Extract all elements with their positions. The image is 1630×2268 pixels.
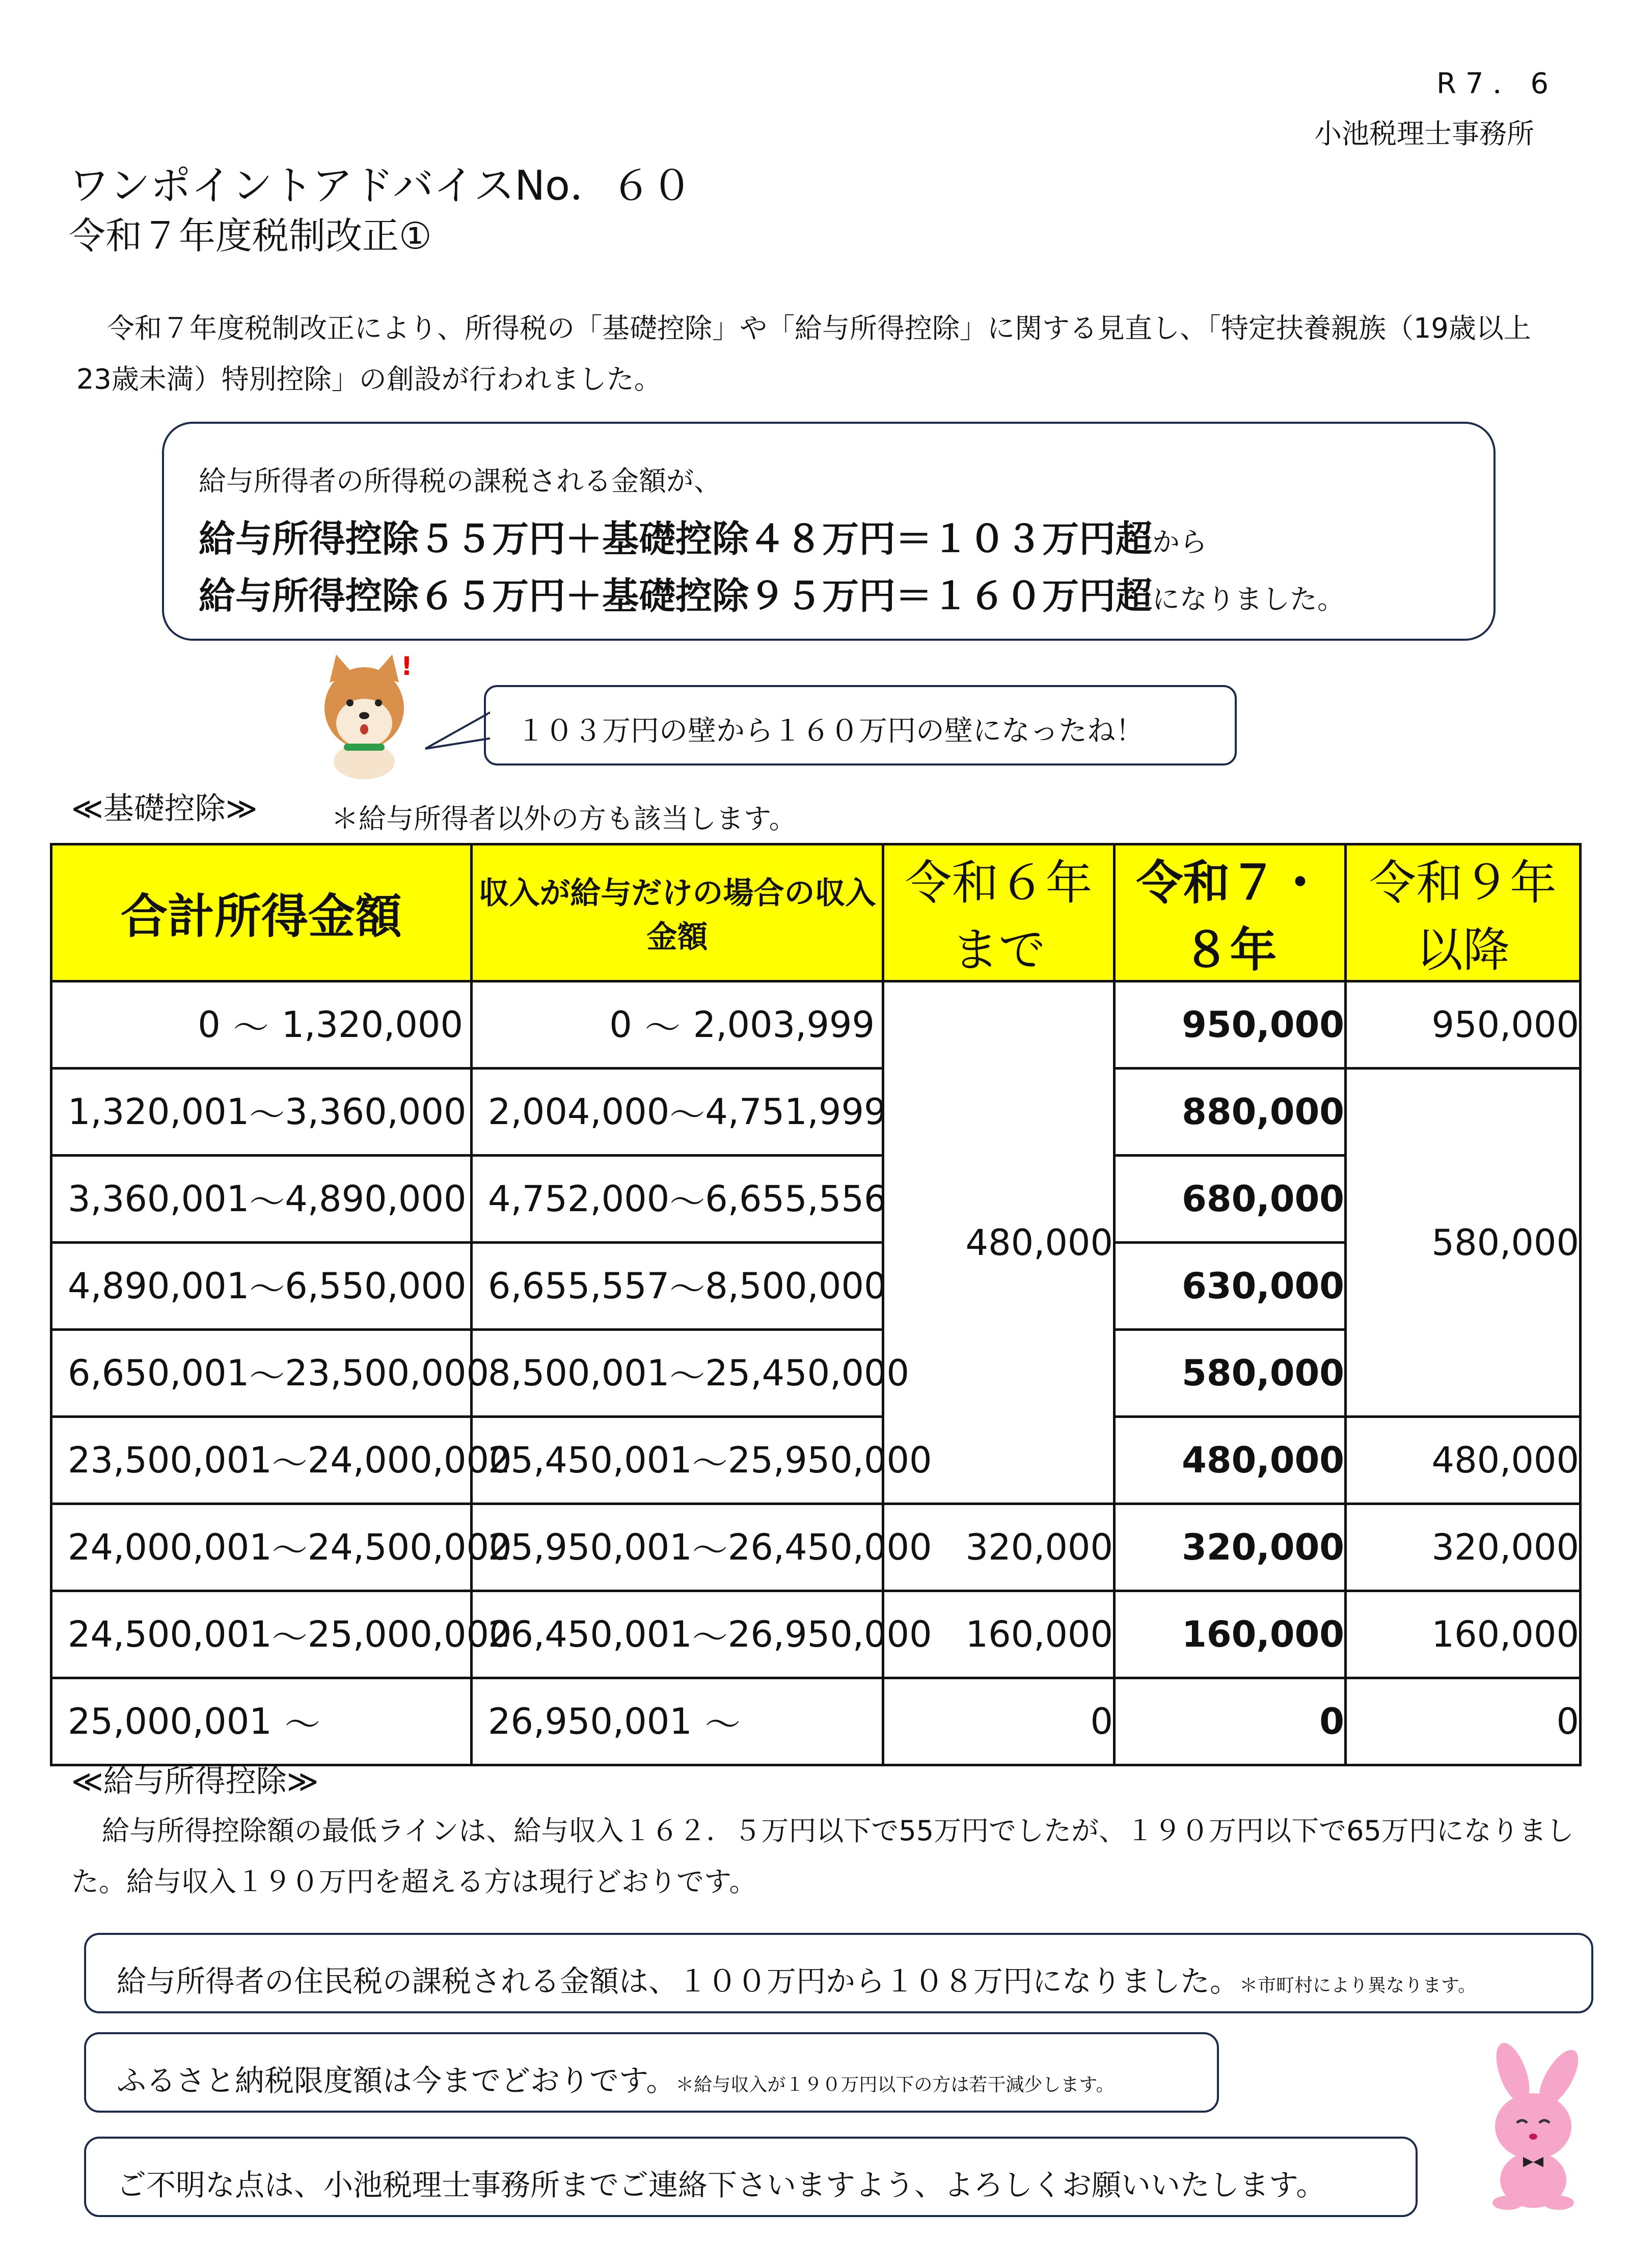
salary-from: 4,752,000 xyxy=(488,1178,670,1220)
document-subtitle: 令和７年度税制改正① xyxy=(69,214,432,257)
pink-rabbit-illustration xyxy=(1477,2042,1594,2210)
salary-from: 26,450,001 xyxy=(488,1614,692,1655)
table-row xyxy=(51,981,1581,1069)
contact-note-box xyxy=(84,2137,1418,2217)
tilde: ～ xyxy=(692,1442,728,1484)
salary-range xyxy=(472,1417,932,1504)
income-to: 6,550,000 xyxy=(285,1265,467,1307)
r9-value: 950,000 xyxy=(1346,981,1581,1069)
income-to: 3,360,000 xyxy=(285,1091,467,1133)
salary-from: 25,450,001 xyxy=(488,1439,692,1481)
tilde: ～ xyxy=(669,1355,705,1397)
tilde: ～ xyxy=(692,1529,728,1571)
r6-value: 320,000 xyxy=(883,1504,1115,1591)
summary-line-3-main: 給与所得控除６５万円＋基礎控除９５万円＝１６０万円超 xyxy=(199,575,1153,617)
salary-to: 25,450,000 xyxy=(705,1352,910,1394)
office-name: 小池税理士事務所 xyxy=(1314,118,1534,150)
salary-range xyxy=(472,1591,932,1678)
salary-to: 4,751,999 xyxy=(705,1091,887,1133)
income-from: 24,000,001 xyxy=(68,1526,272,1568)
contact-text: ご不明な点は、小池税理士事務所までご連絡下さいますよう、よろしくお願いいたします。 xyxy=(117,2168,1326,2202)
income-range xyxy=(51,1678,472,1765)
r78-value: 160,000 xyxy=(1115,1591,1346,1678)
salary-from: 8,500,001 xyxy=(488,1352,670,1394)
furusato-text: ふるさと納税限度額は今までどおりです。 xyxy=(117,2063,676,2098)
salary-to: 26,950,000 xyxy=(727,1614,932,1655)
furusato-note xyxy=(117,2057,1115,2099)
intro-paragraph: 令和７年度税制改正により、所得税の「基礎控除」や「給与所得控除」に関する見直し、「特定扶養親族（19歳以上23歳未満）特別控除」の創設が行われました。 xyxy=(76,312,1531,395)
income-range xyxy=(51,1243,472,1330)
shiba-dog-illustration xyxy=(318,651,413,779)
tilde: ～ xyxy=(692,1616,728,1658)
tilde: ～ xyxy=(271,1442,308,1484)
kiso-note: ＊給与所得者以外の方も該当します。 xyxy=(331,803,797,835)
tilde: ～ xyxy=(669,1181,705,1223)
col-header-r6: 令和６年まで xyxy=(883,844,1115,981)
income-range xyxy=(51,1069,472,1156)
summary-line-3-suffix: になりました。 xyxy=(1152,583,1345,615)
salary-range xyxy=(472,1678,883,1765)
salary-range xyxy=(472,1504,932,1591)
r78-value: 880,000 xyxy=(1115,1069,1346,1156)
r78-value: 580,000 xyxy=(1115,1330,1346,1417)
col-header-r78: 令和７・８年 xyxy=(1115,844,1346,981)
salary-range xyxy=(472,1069,887,1156)
tilde: ～ xyxy=(704,1703,741,1745)
document-title: ワンポイントアドバイスNo．６０ xyxy=(69,162,692,209)
r6-merged-value: 480,000 xyxy=(883,981,1115,1504)
speech-bubble xyxy=(484,685,1237,766)
salary-range xyxy=(472,981,883,1069)
income-to: 23,500,000 xyxy=(285,1352,490,1394)
income-range xyxy=(51,1591,512,1678)
tilde: ～ xyxy=(669,1094,705,1136)
speech-bubble-tail xyxy=(425,703,492,754)
income-to: 25,000,000 xyxy=(307,1614,512,1655)
r9-value: 0 xyxy=(1346,1678,1581,1765)
r9-value: 480,000 xyxy=(1346,1417,1581,1504)
salary-from: 0 xyxy=(609,1004,632,1046)
income-from: 4,890,001 xyxy=(68,1265,250,1307)
r9-value: 160,000 xyxy=(1346,1591,1581,1678)
tilde: ～ xyxy=(249,1094,285,1136)
juminzei-note xyxy=(117,1957,1476,2000)
income-from: 23,500,001 xyxy=(68,1439,272,1481)
juminzei-note-box xyxy=(84,1933,1593,2013)
r9-value: 320,000 xyxy=(1346,1504,1581,1591)
col-header-r9: 令和９年以降 xyxy=(1346,844,1581,981)
salary-from: 25,950,001 xyxy=(488,1526,692,1568)
income-range xyxy=(51,981,472,1069)
r9-merged-value: 580,000 xyxy=(1346,1069,1581,1417)
r78-value: 630,000 xyxy=(1115,1243,1346,1330)
r78-value: 0 xyxy=(1115,1678,1346,1765)
juminzei-text: 給与所得者の住民税の課税される金額は、１００万円から１０８万円になりました。 xyxy=(117,1964,1240,1999)
tilde: ～ xyxy=(669,1268,705,1310)
table-row xyxy=(51,1591,1581,1678)
furusato-note-box xyxy=(84,2032,1219,2113)
table-row xyxy=(51,1417,1581,1504)
kiso-heading: ≪基礎控除≫ xyxy=(71,791,258,827)
tilde: ～ xyxy=(249,1181,285,1223)
salary-range xyxy=(472,1243,887,1330)
tilde: ～ xyxy=(284,1703,320,1745)
tilde: ～ xyxy=(249,1355,285,1397)
r6-value: 160,000 xyxy=(883,1591,1115,1678)
income-range xyxy=(51,1330,490,1417)
income-from: 6,650,001 xyxy=(68,1352,250,1394)
table-row xyxy=(51,1069,1581,1156)
tilde: ～ xyxy=(233,1006,269,1049)
kiso-table xyxy=(50,843,1582,1766)
income-to: 24,500,000 xyxy=(307,1526,512,1568)
salary-from: 26,950,001 xyxy=(488,1701,692,1742)
tilde: ～ xyxy=(644,1006,681,1049)
salary-range xyxy=(472,1330,910,1417)
juminzei-small-note: ＊市町村により異なります。 xyxy=(1239,1975,1477,1996)
col-header-salary-income: 収入が給与だけの場合の収入金額 xyxy=(472,844,883,981)
table-row xyxy=(51,1678,1581,1765)
summary-box xyxy=(162,422,1496,641)
svg-text:!: ! xyxy=(401,651,413,681)
tilde: ～ xyxy=(249,1268,285,1310)
summary-line-1: 給与所得者の所得税の課税される金額が、 xyxy=(199,465,721,497)
summary-line-2 xyxy=(199,509,1207,562)
income-from: 1,320,001 xyxy=(68,1091,250,1133)
income-range xyxy=(51,1156,472,1243)
tilde: ～ xyxy=(271,1616,308,1658)
r6-value: 0 xyxy=(883,1678,1115,1765)
salary-to: 6,655,556 xyxy=(705,1178,887,1220)
kyuyo-heading: ≪給与所得控除≫ xyxy=(71,1764,319,1799)
salary-from: 2,004,000 xyxy=(488,1091,670,1133)
income-to: 24,000,000 xyxy=(307,1439,512,1481)
income-from: 3,360,001 xyxy=(68,1178,250,1220)
income-to: 1,320,000 xyxy=(281,1004,463,1046)
salary-to: 26,450,000 xyxy=(727,1526,932,1568)
income-from: 24,500,001 xyxy=(68,1614,272,1655)
col-header-total-income: 合計所得金額 xyxy=(51,844,472,981)
speech-bubble-text: １０３万円の壁から１６０万円の壁になったね！ xyxy=(517,715,1144,748)
salary-from: 6,655,557 xyxy=(488,1265,670,1307)
salary-to: 2,003,999 xyxy=(693,1004,875,1046)
salary-to: 8,500,000 xyxy=(705,1265,887,1307)
income-range xyxy=(51,1417,512,1504)
summary-line-2-main: 給与所得控除５５万円＋基礎控除４８万円＝１０３万円超 xyxy=(199,517,1153,560)
income-from: 0 xyxy=(198,1004,221,1046)
salary-range xyxy=(472,1156,887,1243)
salary-to: 25,950,000 xyxy=(727,1439,932,1481)
tilde: ～ xyxy=(271,1529,308,1571)
r78-value: 320,000 xyxy=(1115,1504,1346,1591)
income-range xyxy=(51,1504,512,1591)
r78-value: 480,000 xyxy=(1115,1417,1346,1504)
r78-value: 950,000 xyxy=(1115,981,1346,1069)
kyuyo-paragraph: 給与所得控除額の最低ラインは、給与収入１６２．５万円以下で55万円でしたが、１９０万円以下で65万円になりました。給与収入１９０万円を超える方は現行どおりです。 xyxy=(71,1815,1574,1898)
income-to: 4,890,000 xyxy=(285,1178,467,1220)
r78-value: 680,000 xyxy=(1115,1156,1346,1243)
document-date: R7．6 xyxy=(1436,67,1558,100)
furusato-small-note: ＊給与収入が１９０万円以下の方は若干減少します。 xyxy=(675,2074,1115,2095)
income-from: 25,000,001 xyxy=(68,1701,272,1742)
table-header-row xyxy=(51,844,1581,981)
summary-line-3 xyxy=(199,566,1345,619)
summary-line-2-suffix: から xyxy=(1152,526,1208,558)
table-row xyxy=(51,1504,1581,1591)
